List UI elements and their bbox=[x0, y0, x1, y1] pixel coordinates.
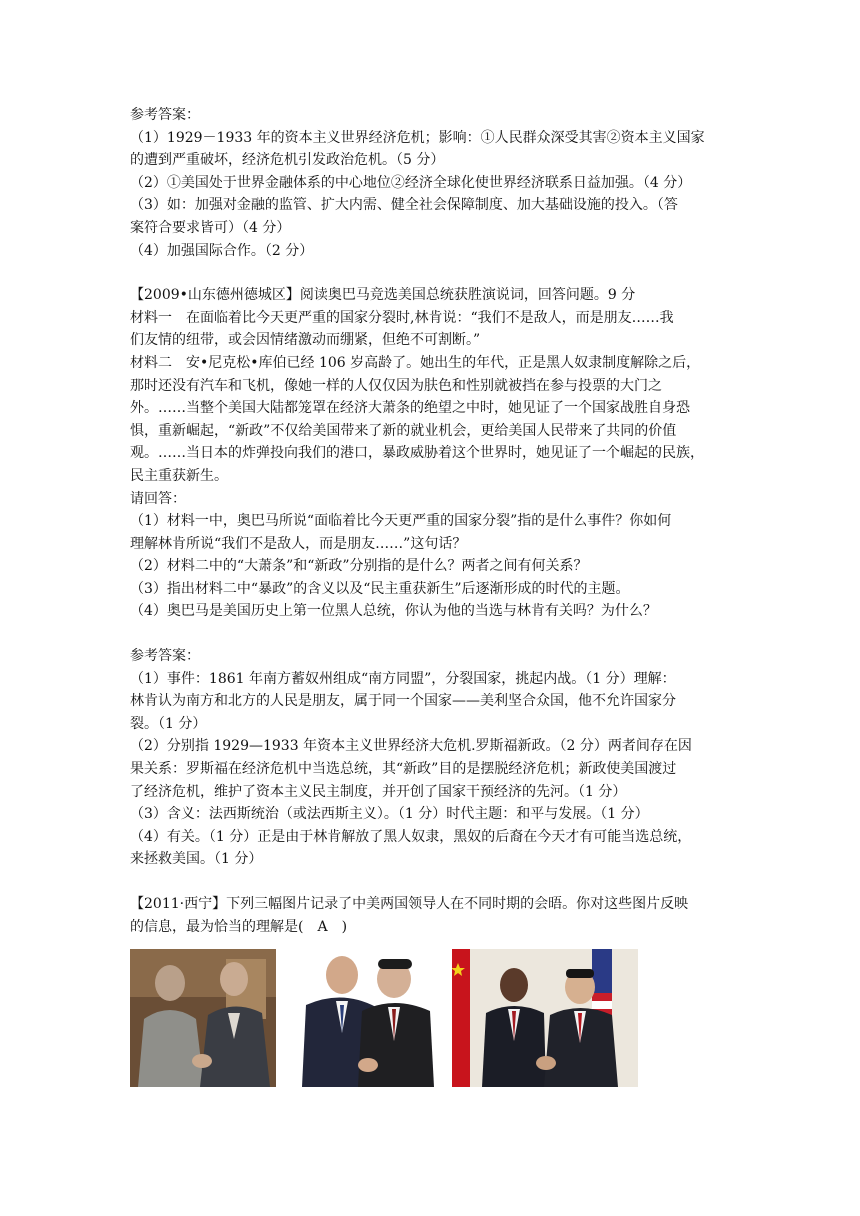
question-title: 【2009•山东德州德城区】阅读奥巴马竞选美国总统获胜演说词，回答问题。9 分 bbox=[130, 287, 636, 304]
question-block-2011 bbox=[130, 893, 734, 938]
text-line: 外。……当整个美国大陆都笼罩在经济大萧条的绝望之中时，她见证了一个国家战胜自身恐 bbox=[130, 400, 690, 417]
text-line: 材料一 在面临着比今天更严重的国家分裂时,林肯说：“我们不是敌人，而是朋友……我 bbox=[130, 309, 674, 326]
answer-block-1 bbox=[130, 104, 734, 262]
question-title: 【2011·西宁】下列三幅图片记录了中美两国领导人在不同时期的会晤。你对这些图片反映 bbox=[130, 896, 689, 912]
text-line: 果关系：罗斯福在经济危机中当选总统，其“新政”目的是摆脱经济危机；新政使美国渡过 bbox=[130, 761, 677, 778]
text-line: （3）含义：法西斯统治（或法西斯主义）。（1 分）时代主题：和平与发展。（1 分） bbox=[130, 806, 649, 823]
text-line: 理解林肯所说“我们不是敌人，而是朋友……”这句话？ bbox=[130, 535, 467, 552]
text-line: （4）有关。（1 分）正是由于林肯解放了黑人奴隶，黑奴的后裔在今天才有可能当选总统， bbox=[130, 828, 692, 845]
text-line: （1）材料一中，奥巴马所说“面临着比今天更严重的国家分裂”指的是什么事件？你如何 bbox=[130, 513, 672, 530]
text-line: （4）加强国际合作。（2 分） bbox=[130, 242, 314, 259]
text-line: 请回答： bbox=[130, 490, 186, 507]
paragraph-gap bbox=[130, 871, 734, 893]
text-line: （4）奥巴马是美国历史上第一位黑人总统，你认为他的当选与林肯有关吗？为什么？ bbox=[130, 603, 657, 620]
text-line: 来拯救美国。（1 分） bbox=[130, 851, 263, 868]
text-line: 了经济危机，维护了资本主义民主制度，并开创了国家干预经济的先河。（1 分） bbox=[130, 783, 627, 800]
text-line: （3）指出材料二中“暴政”的含义以及“民主重获新生”后逐渐形成的时代的主题。 bbox=[130, 580, 630, 597]
text-line: 的信息，最为恰当的理解是( A ) bbox=[130, 918, 348, 935]
handshake-photo-2 bbox=[298, 949, 438, 1087]
text-line: 观。……当日本的炸弹投向我们的港口，暴政威胁着这个世界时，她见证了一个崛起的民族， bbox=[130, 445, 704, 462]
paragraph-gap bbox=[130, 262, 734, 284]
text-line: 林肯认为南方和北方的人民是朋友，属于同一个国家——美利坚合众国，他不允许国家分 bbox=[130, 693, 676, 710]
text-line: 的遭到严重破坏，经济危机引发政治危机。（5 分） bbox=[130, 152, 445, 169]
text-line: 材料二 安•尼克松•库伯已经 106 岁高龄了。她出生的年代，正是黑人奴隶制度解除之后， bbox=[130, 354, 701, 371]
text-line: （3）如：加强对金融的监管、扩大内需、健全社会保障制度、加大基础设施的投入。（答 bbox=[130, 197, 678, 214]
text-line: 那时还没有汽车和飞机，像她一样的人仅仅因为肤色和性别就被挡在参与投票的大门之 bbox=[130, 377, 662, 394]
text-line: 惧，重新崛起，“新政”不仅给美国带来了新的就业机会，更给美国人民带来了共同的价值 bbox=[130, 422, 677, 439]
text-line: （2）分别指 1929—1933 年资本主义世界经济大危机.罗斯福新政。（2 分）两者间存在因 bbox=[130, 738, 692, 755]
text-line: 们友情的纽带，或会因情绪激动而绷紧，但绝不可割断。” bbox=[130, 332, 481, 349]
text-line: 民主重获新生。 bbox=[130, 467, 228, 484]
text-line: （2）①美国处于世界金融体系的中心地位②经济全球化使世界经济联系日益加强。（4 分） bbox=[130, 174, 692, 191]
answer-block-2 bbox=[130, 645, 734, 871]
handshake-photo-3 bbox=[452, 949, 638, 1087]
document-content bbox=[130, 104, 734, 938]
text-line: 裂。（1 分） bbox=[130, 715, 207, 732]
text-line: （1）事件：1861 年南方蓄奴州组成“南方同盟”，分裂国家，挑起内战。（1 分）理解： bbox=[130, 670, 676, 687]
answer-heading: 参考答案： bbox=[130, 648, 200, 665]
handshake-photo-1 bbox=[130, 949, 276, 1087]
question-block-2009 bbox=[130, 284, 734, 623]
paragraph-gap bbox=[130, 623, 734, 645]
text-line: （1）1929－1933 年的资本主义世界经济危机；影响：①人民群众深受其害②资本主义国家 bbox=[130, 129, 705, 146]
text-line: 案符合要求皆可）（4 分） bbox=[130, 219, 291, 236]
photo-row bbox=[0, 949, 860, 1087]
answer-heading: 参考答案： bbox=[130, 107, 200, 123]
text-line: （2）材料二中的“大萧条”和“新政”分别指的是什么？两者之间有何关系？ bbox=[130, 558, 588, 575]
